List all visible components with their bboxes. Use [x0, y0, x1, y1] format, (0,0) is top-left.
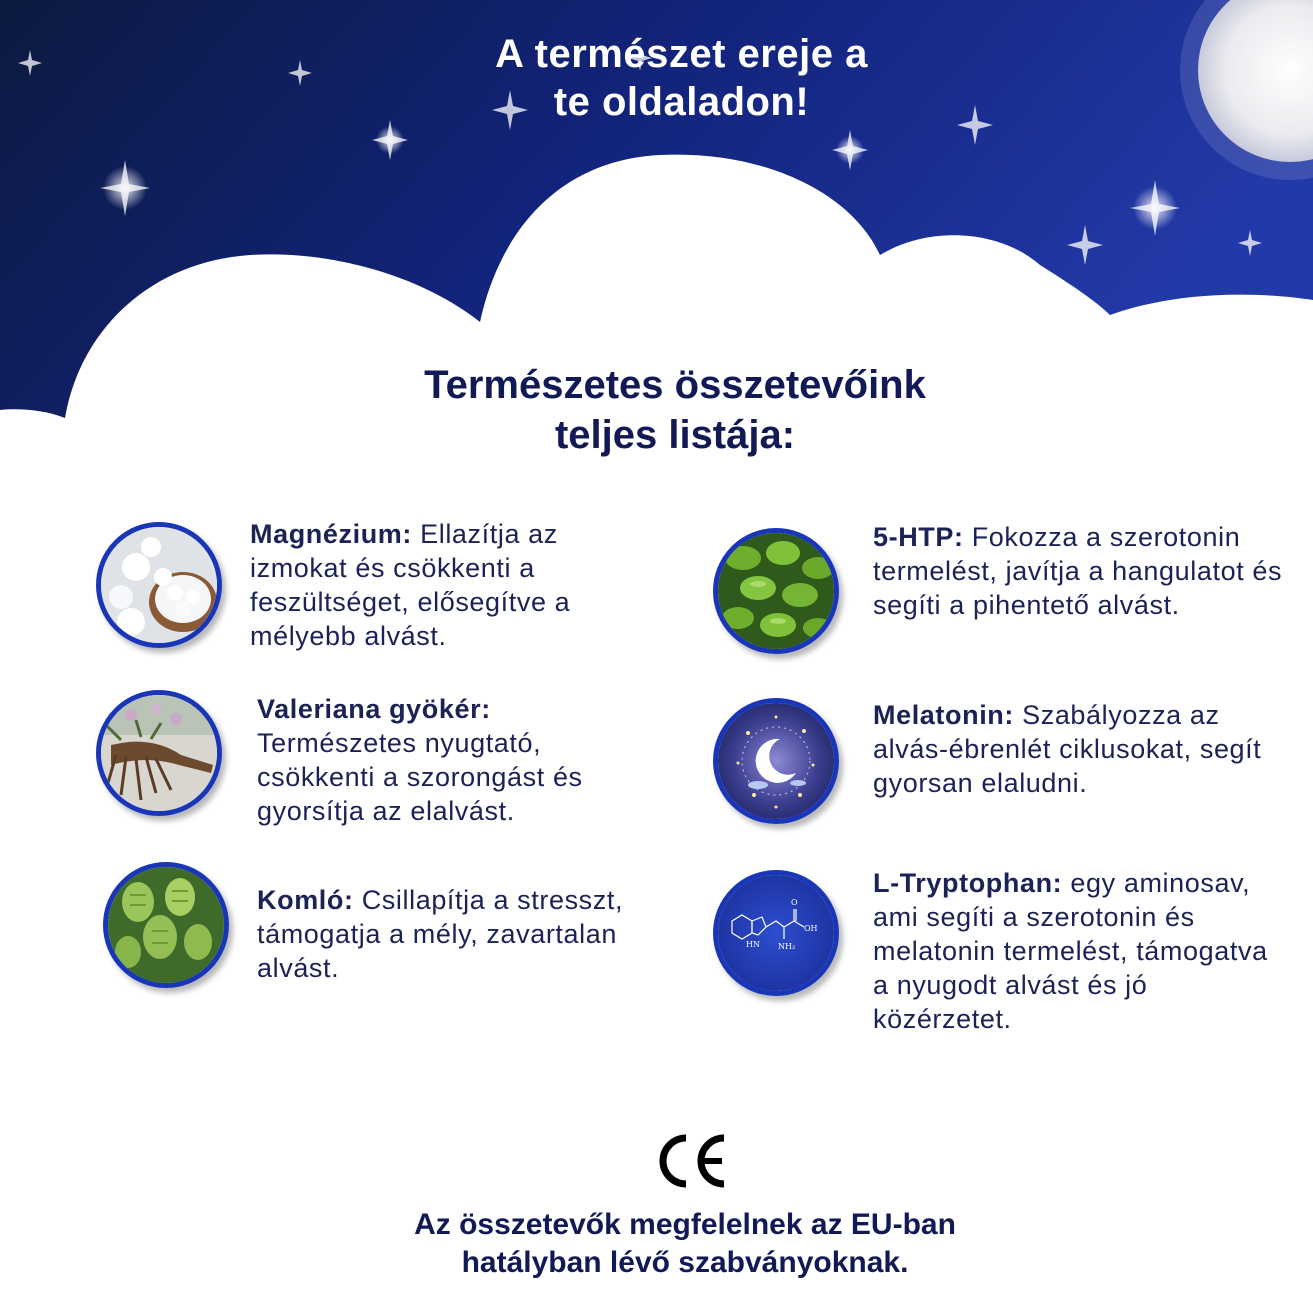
moon-stars-image [713, 698, 839, 824]
tryptophan-molecule-image [713, 870, 839, 996]
ce-mark-icon [656, 1132, 728, 1190]
magnesium-powder-image [96, 522, 222, 648]
ingredient-description: Szabályozza az alvás-ébrenlét ciklusokat, segít gyorsan elaludni. [873, 700, 1262, 798]
footer-line-1: Az összetevők megfelelnek az EU-ban [414, 1208, 956, 1241]
svg-text:HN: HN [746, 940, 760, 949]
headline-line-2: te oldaladon! [553, 80, 810, 124]
ingredient-name: Melatonin: [873, 700, 1014, 730]
footer-line-2: hatályban lévő szabványoknak. [461, 1246, 909, 1279]
svg-text:OH: OH [804, 924, 818, 933]
ingredient-name: 5-HTP: [873, 522, 964, 552]
svg-text:NH₂: NH₂ [778, 942, 796, 951]
ingredient-name: Valeriana gyökér: [257, 694, 491, 724]
hops-image [103, 862, 229, 988]
headline-line-1: A természet ereje a [495, 32, 868, 76]
ingredients-title-line-1: Természetes összetevőink [424, 363, 926, 407]
svg-text:O: O [791, 898, 798, 907]
ingredient-description: Természetes nyugtató, csökkenti a szorongást és gyorsítja az elalvást. [257, 728, 583, 826]
ingredient-description: Ellazítja az izmokat és csökkenti a feszültséget, elősegítve a mélyebb alvást. [250, 519, 571, 651]
griffonia-seeds-image [713, 528, 839, 654]
ingredient-name: Magnézium: [250, 519, 413, 549]
eu-compliance-note [0, 1206, 1313, 1282]
ingredient-description: egy aminosav, ami segíti a szerotonin és melatonin termelést, támogatva a nyugodt alvást és jó közérzetet. [873, 868, 1268, 1034]
ingredient-name: Komló: [257, 885, 354, 915]
valerian-root-image [96, 690, 222, 816]
ingredient-name: L-Tryptophan: [873, 868, 1063, 898]
ingredients-title [0, 360, 1313, 460]
ingredient-description: Csillapítja a stresszt, támogatja a mély, zavartalan alvást. [257, 885, 624, 983]
ingredient-description: Fokozza a szerotonin termelést, javítja a hangulatot és segíti a pihentető alvást. [873, 522, 1283, 620]
ingredients-title-line-2: teljes listája: [554, 413, 796, 457]
headline [0, 30, 1313, 126]
